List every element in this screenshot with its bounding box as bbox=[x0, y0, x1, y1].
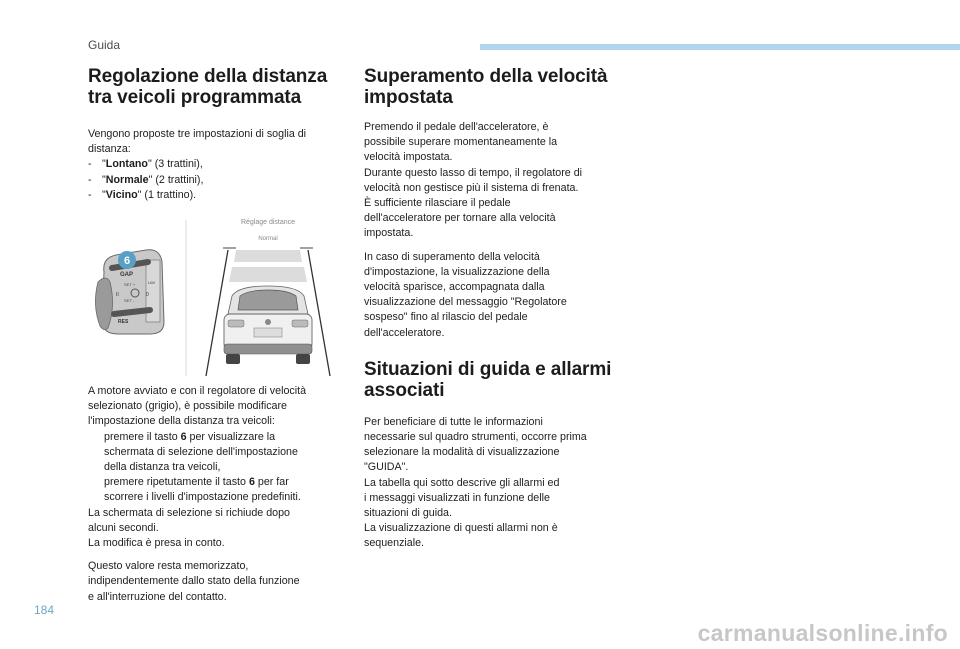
overspeed-paragraph-1: Premendo il pedale dell'acceleratore, è possibile superare momentaneamente la velocità impostata. Durante questo lasso di tempo, il regolatore di velocità non gestisce più il sistema di frenata. È sufficiente rilasciare il pedale dell'acceleratore per tornare alla velocità impostata. bbox=[364, 121, 583, 240]
section-title-distance: Regolazione della distanza tra veicoli programmata bbox=[88, 66, 328, 108]
left-column-lower: A motore avviato e con il regolatore di velocità selezionato (grigio), è possibile modificare l'impostazione della distanza tra veicoli: premere il tasto 6 per visualizzare la schermata di selezione dell'impostazione della distanza tra veicoli, premere ripetutamente il tasto 6 per far scorrere i livelli d'impostazione predefiniti. La schermata di selezione si richiude dopo alcuni secondi. La modifica è presa in conto. Questo valore resta memorizzato, indipendentemente dallo stato della funzione e all'interruzione del contatto. bbox=[88, 384, 343, 605]
section-title-alerts: Situazioni di guida e allarmi associati bbox=[364, 358, 612, 401]
left-column bbox=[88, 66, 343, 203]
gap-button-label: GAP bbox=[120, 272, 134, 278]
overspeed-paragraph-2: In caso di superamento della velocità d'impostazione, la visualizzazione della velocità sparisce, accompagnata dalla visualizzazione del messaggio "Regolatore sospeso" fino al rilascio del pedale dell'acceleratore. bbox=[364, 250, 567, 339]
zero-button-label: 0 bbox=[146, 292, 149, 298]
set-plus-label: SET + bbox=[124, 282, 136, 287]
screen-subtitle: Normal bbox=[258, 236, 278, 242]
watermark: carmanualsonline.info bbox=[697, 620, 948, 646]
memory-paragraph: Questo valore resta memorizzato, indipendentemente dallo stato della funzione e all'interruzione del contatto. bbox=[88, 560, 300, 603]
res-button-label: RES bbox=[118, 319, 129, 325]
option-vicino: - "Vicino" (1 trattino). bbox=[88, 188, 197, 201]
instruction-bullet-1: premere il tasto 6 per visualizzare la schermata di selezione dell'impostazione della distanza tra veicoli, bbox=[88, 430, 343, 476]
arrow-bullet-icon bbox=[88, 475, 104, 505]
alerts-paragraph: Per beneficiare di tutte le informazioni necessarie sul quadro strumenti, occorre prima selezionare la modalità di visualizzazione "GUIDA". La tabella qui sotto descrive gli allarmi ed i messaggi visualizzati in funzione delle situazioni di guida. La visualizzazione di questi allarmi non è sequenziale. bbox=[364, 415, 587, 550]
pause-button-label: II bbox=[116, 292, 119, 298]
section-header-bar bbox=[480, 44, 960, 50]
arrow-bullet-icon bbox=[88, 430, 104, 476]
button-6-badge bbox=[118, 251, 136, 269]
page-number: 184 bbox=[34, 603, 55, 617]
instruction-bullet-2: premere ripetutamente il tasto 6 per far scorrere i livelli d'impostazione predefiniti. bbox=[88, 475, 343, 505]
option-lontano: - "Lontano" (3 trattini), bbox=[88, 158, 203, 171]
screen-title: Réglage distance bbox=[240, 219, 296, 226]
option-normale: - "Normale" (2 trattini), bbox=[88, 173, 204, 186]
distance-intro: Vengono proposte tre impostazioni di soglia di distanza: - "Lontano" (3 trattini), - "Normale" (2 trattini), - "Vicino" (1 trattino). bbox=[88, 127, 343, 203]
right-column bbox=[364, 66, 618, 552]
distance-setting-illustration bbox=[88, 210, 343, 376]
section-header-label: Guida bbox=[88, 38, 121, 52]
distance-screen bbox=[206, 219, 330, 376]
lim-button-label: LIM bbox=[148, 280, 155, 285]
illustration-svg bbox=[88, 210, 343, 376]
section-title-overspeed: Superamento della velocità impostata bbox=[364, 66, 608, 108]
set-minus-label: SET - bbox=[124, 298, 135, 303]
svg-text:6: 6 bbox=[123, 255, 131, 267]
